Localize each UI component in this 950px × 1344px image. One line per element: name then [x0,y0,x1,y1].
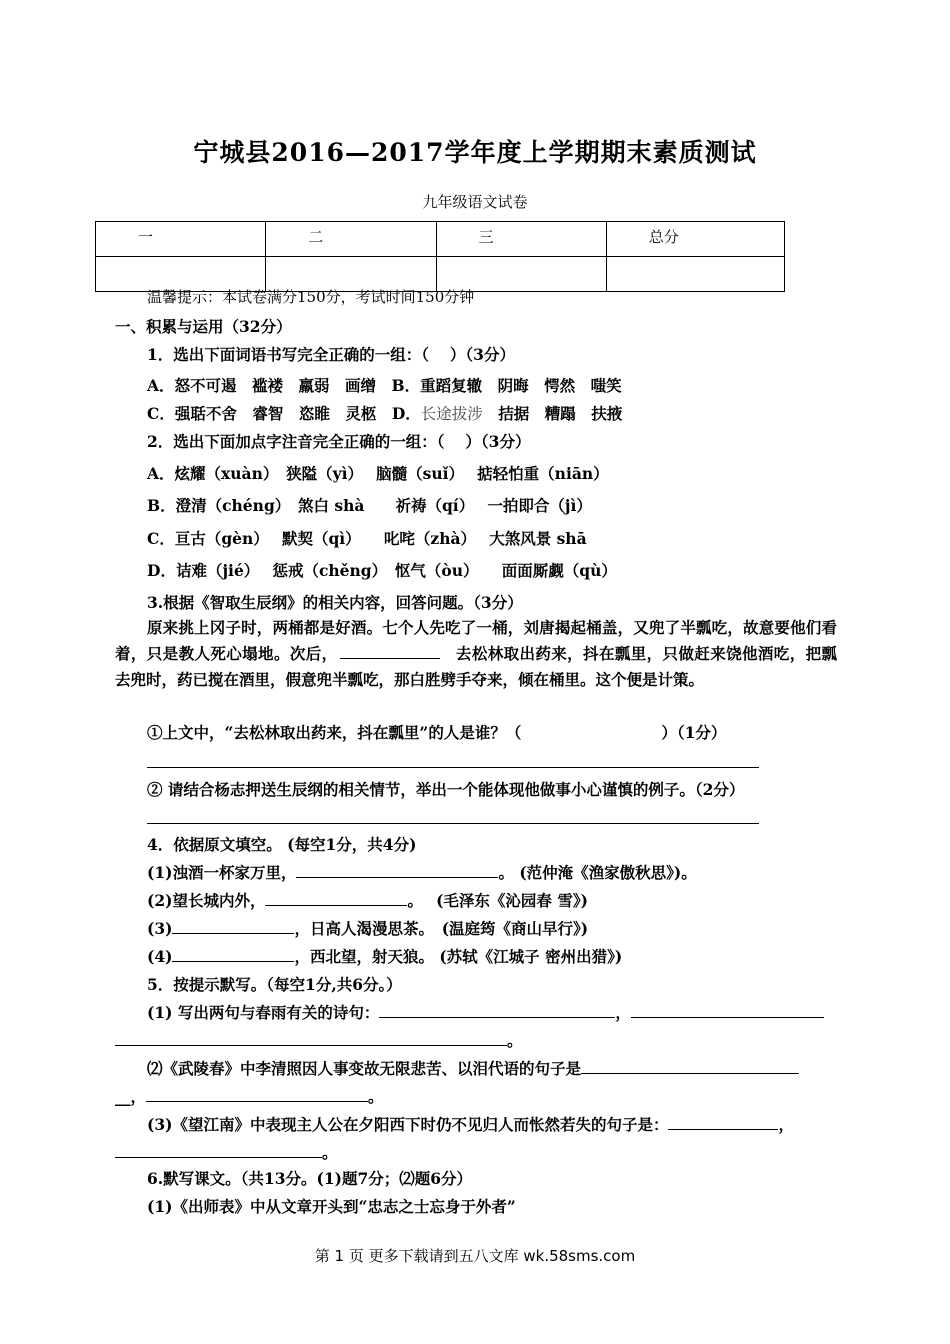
q5-line3-blank-b[interactable] [115,1143,322,1158]
q5-line2-period: 。 [368,1087,384,1106]
q4-line3-prompt: (3) [147,919,173,938]
q3-sub2: ② 请结合杨志押送生辰纲的相关情节，举出一个能体现他做事小心谨慎的例子。（2分） [147,780,745,799]
q4-line2-prompt: (2)望长城内外， [147,891,266,910]
q4-line4 [147,945,622,967]
q1-stem: 1．选出下面词语书写完全正确的一组：（ ）（3分） [147,345,515,364]
q5-line2-prefix: __， [115,1087,147,1106]
q5-line3-comma: ， [778,1115,794,1134]
q6-line1: (1)《出师表》中从文章开头到“忠志之士忘身于外者” [147,1197,516,1216]
q4-line1-source: 。 (范仲淹《渔家傲秋思》)。 [498,863,697,882]
section-one-heading: 一、积累与运用（32分） [115,317,292,336]
q3-passage-blank[interactable] [340,642,440,659]
score-header-cell [96,222,266,257]
q5-line2-cont [115,1085,384,1107]
q3-sub1-score: ）（1分） [661,723,727,742]
page-footer: 第 1 页 更多下载请到五八文库 wk.58sms.com [314,1247,636,1265]
q5-line1-blank-b[interactable] [631,1003,824,1018]
score-header-cell [266,222,436,257]
q5-line1-comma: ， [615,1003,631,1022]
q4-line2 [147,889,588,911]
score-table [95,221,785,292]
q4-stem: 4．依据原文填空。 (每空1分，共4分) [147,835,417,854]
q5-line1-blank-a[interactable] [379,1003,615,1018]
q4-line3 [147,917,588,939]
q1-option-d-rest: 拮据 糟蹋 扶掖 [482,404,623,423]
score-header-1: 一 [138,228,154,246]
tip-text: 温馨提示：本试卷满分150分，考试时间150分钟 [147,288,475,306]
score-cell[interactable] [606,257,784,292]
q5-line3-cont [115,1141,338,1163]
q6-stem: 6.默写课文。（共13分。(1)题7分；⑵题6分） [147,1169,473,1188]
q3-passage [115,615,837,693]
q4-line4-prompt: (4) [147,947,173,966]
q3-passage-part2: 去松林取出药来，抖在瓢里，只做赶来饶他酒吃，把瓢去兜时，药已搅在酒里，假意兜半瓢吃，那白胜劈手夺来，倾在桶里。这个便是计策。 [115,644,837,689]
q3-sub1-answer-line[interactable] [147,767,759,768]
score-header-3: 三 [478,228,494,246]
q2-option-b: B．澄清（chéng） 煞白 shà 祈祷（qí） 一拍即合（jì） [147,496,592,515]
q1-options-cd [147,402,622,424]
q3-passage-part1: 原来挑上冈子时，两桶都是好酒。七个人先吃了一桶，刘唐揭起桶盖，又兜了半瓢吃，故意要他们看着，只是教人死心塌地。次后， [115,618,837,663]
q4-line3-source: ，日高人渴漫思茶。 (温庭筠《商山早行》) [294,919,589,938]
q5-line1-cont [115,1029,523,1051]
q4-line2-blank[interactable] [265,891,407,906]
score-header-cell [436,222,606,257]
q4-line4-source: ，西北望，射天狼。 (苏轼《江城子 密州出猎》) [294,947,623,966]
q4-line4-blank[interactable] [172,947,294,962]
score-header-2: 二 [308,228,324,246]
q3-sub1-text: ①上文中，“去松林取出药来，抖在瓢里”的人是谁？（ [147,723,522,742]
q4-line2-source: 。 (毛泽东《沁园春 雪》) [407,891,588,910]
q4-line1 [147,861,697,883]
exam-subtitle: 九年级语文试卷 [422,193,528,211]
q5-line3-period: 。 [322,1143,338,1162]
q4-line1-blank[interactable] [296,863,498,878]
q1-options-ab: A．怒不可遏 褴褛 羸弱 画缯 B．重蹈复辙 阴晦 愕然 嗤笑 [147,376,622,395]
q5-line1 [147,1001,824,1023]
q2-stem: 2．选出下面加点字注音完全正确的一组：（ ）（3分） [147,432,531,451]
q4-line1-prompt: (1)浊酒一杯家万里， [147,863,297,882]
q1-option-c: C．强聒不舍 睿智 恣睢 灵柩 D． [147,404,421,423]
q4-line3-blank[interactable] [172,919,294,934]
exam-title: 宁城县2016—2017学年度上学期期末素质测试 [193,138,757,167]
q2-option-a: A．炫耀（xuàn） 狭隘（yì） 脑髓（suǐ） 掂轻怕重（niān） [147,464,609,483]
score-header-total: 总分 [648,228,679,246]
q5-line3 [147,1113,794,1135]
q5-line3-blank-a[interactable] [668,1115,778,1130]
q5-line2 [147,1057,799,1079]
q2-option-d: D．诘难（jié） 惩戒（chěng） 怄气（òu） 面面厮觑（qù） [147,561,617,580]
q5-line3-prompt: (3)《望江南》中表现主人公在夕阳西下时仍不见归人而怅然若失的句子是： [147,1115,669,1134]
q5-stem: 5．按提示默写。（每空1分,共6分。） [147,975,402,994]
q2-option-c: C．亘古（gèn） 默契（qì） 叱咤（zhà） 大煞风景 shā [147,529,587,548]
q5-line1-prompt: (1) 写出两句与春雨有关的诗句： [147,1003,380,1022]
q5-line1-blank-c[interactable] [115,1031,507,1046]
score-header-cell [606,222,784,257]
q3-sub1 [147,721,726,743]
q5-line1-period: 。 [507,1031,523,1050]
q5-line2-blank-b[interactable] [146,1087,368,1102]
score-table-header-row [96,222,785,257]
q1-option-d-word: 长途拔涉 [420,405,483,423]
q5-line2-blank-a[interactable] [581,1059,799,1074]
q3-sub2-answer-line[interactable] [147,823,759,824]
q5-line2-prompt: ⑵《武陵春》中李清照因人事变故无限悲苦、以泪代语的句子是 [147,1059,582,1078]
q3-stem: 3.根据《智取生辰纲》的相关内容，回答问题。（3分） [147,593,523,612]
